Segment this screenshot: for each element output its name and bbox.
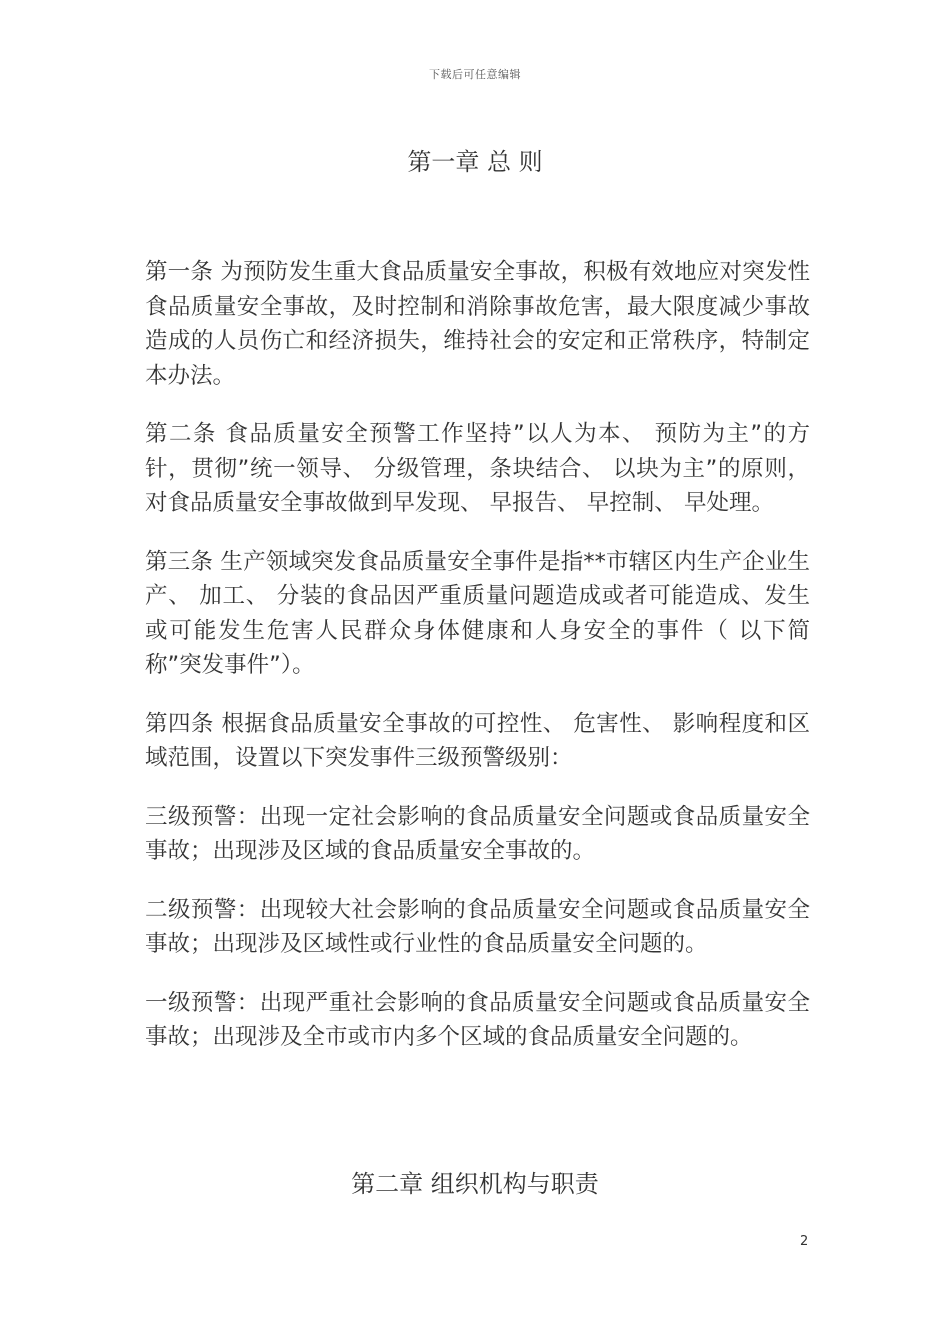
article-4: 第四条 根据食品质量安全事故的可控性、 危害性、 影响程度和区域范围，设置以下突发事件三级预警级别： xyxy=(145,710,810,771)
chapter-1-title: 第一章 总 则 xyxy=(407,148,543,176)
article-2: 第二条 食品质量安全预警工作坚持”以人为本、 预防为主”的方针，贯彻”统一领导、 分级管理，条块结合、 以块为主”的原则，对食品质量安全事故做到早发现、 早报告、 早控制、 早处理。 xyxy=(145,421,810,516)
article-3: 第三条 生产领域突发食品质量安全事件是指**市辖区内生产企业生产、 加工、 分装的食品因严重质量问题造成或者可能造成、发生或可能发生危害人民群众身体健康和人身安全的事件（ 以下简称”突发事件”）。 xyxy=(145,548,810,678)
chapter-2-title: 第二章 组织机构与职责 xyxy=(351,1170,599,1198)
page-number: 2 xyxy=(800,1234,809,1249)
article-1: 第一条 为预防发生重大食品质量安全事故，积极有效地应对突发性食品质量安全事故，及时控制和消除事故危害，最大限度减少事故造成的人员伤亡和经济损失，维持社会的安定和正常秩序，特制定本办法。 xyxy=(145,259,810,389)
warning-level-2: 二级预警：出现较大社会影响的食品质量安全问题或食品质量安全事故；出现涉及区域性或行业性的食品质量安全问题的。 xyxy=(145,896,810,957)
warning-level-1: 一级预警：出现严重社会影响的食品质量安全问题或食品质量安全事故；出现涉及全市或市内多个区域的食品质量安全问题的。 xyxy=(145,989,810,1050)
warning-level-3: 三级预警：出现一定社会影响的食品质量安全问题或食品质量安全事故；出现涉及区域的食品质量安全事故的。 xyxy=(145,803,810,864)
header-note: 下载后可任意编辑 xyxy=(429,68,521,81)
chapter-1-body xyxy=(145,255,810,1079)
